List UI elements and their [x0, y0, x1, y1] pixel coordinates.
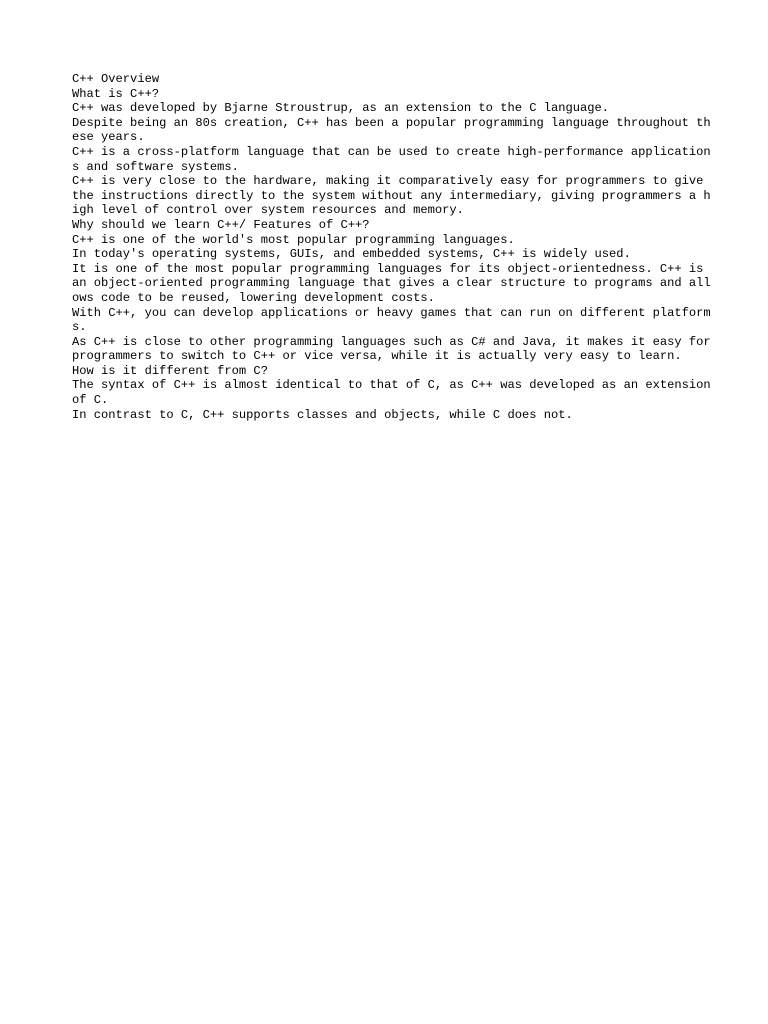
section-heading-difference-from-c: How is it different from C? [72, 363, 268, 378]
paragraph: Despite being an 80s creation, C++ has been a popular programming language throughout these years. [72, 115, 711, 145]
paragraph: It is one of the most popular programming languages for its object-orientedness. C++ is an object-oriented programming language that gives a clear structure to programs and allows code to be reused, lowering development costs. [72, 261, 711, 305]
section-heading-why-learn-cpp: Why should we learn C++/ Features of C++? [72, 217, 370, 232]
paragraph: As C++ is close to other programming languages such as C# and Java, it makes it easy for programmers to switch to C++ or vice versa, while it is actually very easy to learn. [72, 334, 718, 364]
paragraph: With C++, you can develop applications or heavy games that can run on different platforms. [72, 305, 711, 335]
paragraph: C++ is one of the world's most popular programming languages. [72, 232, 515, 247]
paragraph: C++ is very close to the hardware, making it comparatively easy for programmers to give the instructions directly to the system without any intermediary, giving programmers a high level of control over system resources and memory. [72, 174, 711, 218]
paragraph: C++ is a cross-platform language that can be used to create high-performance applications and software systems. [72, 144, 711, 174]
paragraph: In contrast to C, C++ supports classes and objects, while C does not. [72, 407, 573, 422]
paragraph: The syntax of C++ is almost identical to that of C, as C++ was developed as an extension of C. [72, 378, 718, 408]
document-title: C++ Overview [72, 72, 160, 86]
section-heading-what-is-cpp: What is C++? [72, 86, 160, 101]
paragraph: In today's operating systems, GUIs, and embedded systems, C++ is widely used. [72, 247, 631, 262]
document-page [72, 72, 718, 422]
paragraph: C++ was developed by Bjarne Stroustrup, as an extension to the C language. [72, 101, 610, 116]
